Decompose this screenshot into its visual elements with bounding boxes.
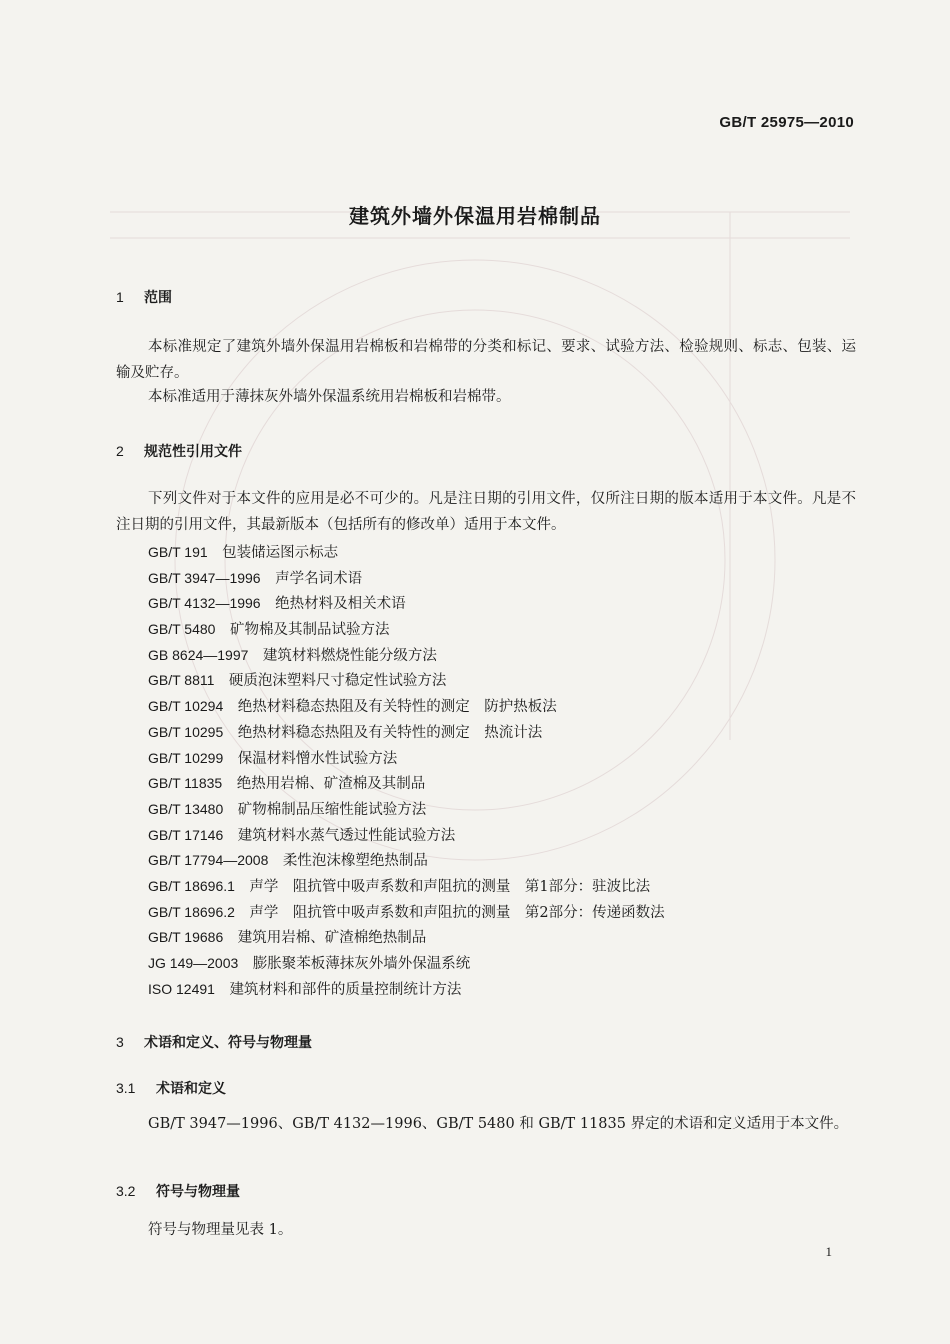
reference-title: 绝热材料稳态热阻及有关特性的测定 热流计法 <box>237 724 543 741</box>
reference-code: GB/T 4132—1996 <box>148 595 261 612</box>
reference-item <box>148 720 665 746</box>
reference-item <box>148 617 665 643</box>
section-3-heading <box>116 1032 312 1052</box>
reference-title: 矿物棉及其制品试验方法 <box>229 622 390 639</box>
section-1-paragraph-2: 本标准适用于薄抹灰外墙外保温系统用岩棉板和岩棉带。 <box>148 389 511 405</box>
reference-code: GB/T 5480 <box>148 621 216 638</box>
reference-code: ISO 12491 <box>148 980 215 997</box>
reference-title: 绝热用岩棉、矿渣棉及其制品 <box>236 776 426 793</box>
reference-item <box>148 900 665 926</box>
reference-title: 绝热材料稳态热阻及有关特性的测定 防护热板法 <box>237 699 557 716</box>
reference-title: 建筑材料燃烧性能分级方法 <box>262 647 437 664</box>
reference-code: GB/T 11835 <box>148 775 223 792</box>
section-number: 3.2 <box>116 1183 136 1199</box>
document-title: 建筑外墙外保温用岩棉制品 <box>349 204 601 228</box>
page-number: 1 <box>825 1244 832 1259</box>
reference-item <box>148 771 665 797</box>
reference-title: 声学 阻抗管中吸声系数和声阻抗的测量 第2部分：传递函数法 <box>249 904 665 921</box>
section-title: 规范性引用文件 <box>144 444 242 460</box>
reference-title: 柔性泡沫橡塑绝热制品 <box>282 853 428 870</box>
reference-title: 包装储运图示标志 <box>222 545 339 561</box>
reference-code: GB/T 13480 <box>148 800 224 817</box>
section-number: 1 <box>116 289 124 305</box>
reference-code: GB/T 19686 <box>148 929 224 946</box>
section-3-1-paragraph: GB/T 3947—1996、GB/T 4132—1996、GB/T 5480 和 GB/T 11835 界定的术语和定义适用于本文件。 <box>148 1116 849 1132</box>
section-2-paragraph-1: 下列文件对于本文件的应用是必不可少的。凡是注日期的引用文件，仅所注日期的版本适用于本文件。凡是不注日期的引用文件，其最新版本（包括所有的修改单）适用于本文件。 <box>116 491 856 533</box>
reference-code: GB/T 3947—1996 <box>148 569 261 586</box>
reference-item <box>148 977 665 1003</box>
reference-title: 绝热材料及相关术语 <box>275 596 406 613</box>
reference-code: GB/T 10294 <box>148 698 224 715</box>
reference-title: 膨胀聚苯板薄抹灰外墙外保温系统 <box>252 956 471 972</box>
reference-item <box>148 746 665 772</box>
reference-item <box>148 823 665 849</box>
section-3-2-heading <box>116 1181 240 1201</box>
section-1-paragraph-1: 本标准规定了建筑外墙外保温用岩棉板和岩棉带的分类和标记、要求、试验方法、检验规则、标志、包装、运输及贮存。 <box>116 339 856 381</box>
reference-item <box>148 797 665 823</box>
reference-item <box>148 668 665 694</box>
reference-item <box>148 951 665 977</box>
reference-code: GB/T 18696.1 <box>148 877 235 894</box>
reference-code: GB/T 10299 <box>148 749 224 766</box>
section-number: 3.1 <box>116 1080 136 1096</box>
reference-item <box>148 643 665 669</box>
reference-title: 建筑用岩棉、矿渣棉绝热制品 <box>237 930 427 947</box>
normative-references-list <box>148 540 665 1002</box>
reference-item <box>148 591 665 617</box>
section-3-1-heading <box>116 1078 226 1098</box>
reference-code: GB/T 17794—2008 <box>148 852 269 869</box>
reference-item <box>148 925 665 951</box>
section-1-heading <box>116 287 172 307</box>
section-title: 术语和定义、符号与物理量 <box>144 1035 312 1051</box>
reference-title: 建筑材料水蒸气透过性能试验方法 <box>237 827 456 844</box>
reference-title: 声学名词术语 <box>275 570 363 587</box>
reference-code: GB/T 8811 <box>148 672 215 689</box>
reference-title: 声学 阻抗管中吸声系数和声阻抗的测量 第1部分：驻波比法 <box>249 878 651 895</box>
standard-code: GB/T 25975—2010 <box>719 114 854 131</box>
reference-item <box>148 874 665 900</box>
reference-code: JG 149—2003 <box>148 955 239 971</box>
reference-code: GB 8624—1997 <box>148 646 249 663</box>
reference-title: 建筑材料和部件的质量控制统计方法 <box>229 981 462 998</box>
section-number: 3 <box>116 1034 124 1050</box>
reference-title: 矿物棉制品压缩性能试验方法 <box>237 801 427 818</box>
reference-code: GB/T 18696.2 <box>148 903 235 920</box>
section-title: 符号与物理量 <box>156 1184 240 1200</box>
reference-title: 保温材料憎水性试验方法 <box>237 750 398 767</box>
reference-item <box>148 848 665 874</box>
reference-item <box>148 566 665 592</box>
reference-title: 硬质泡沫塑料尺寸稳定性试验方法 <box>228 673 447 690</box>
section-2-heading <box>116 441 242 461</box>
section-3-2-paragraph: 符号与物理量见表 1。 <box>148 1222 293 1238</box>
reference-item <box>148 540 665 566</box>
section-title: 范围 <box>144 290 172 306</box>
reference-code: GB/T 10295 <box>148 723 224 740</box>
section-number: 2 <box>116 443 124 459</box>
reference-code: GB/T 17146 <box>148 826 224 843</box>
section-title: 术语和定义 <box>156 1081 226 1097</box>
reference-item <box>148 694 665 720</box>
reference-code: GB/T 191 <box>148 544 208 560</box>
